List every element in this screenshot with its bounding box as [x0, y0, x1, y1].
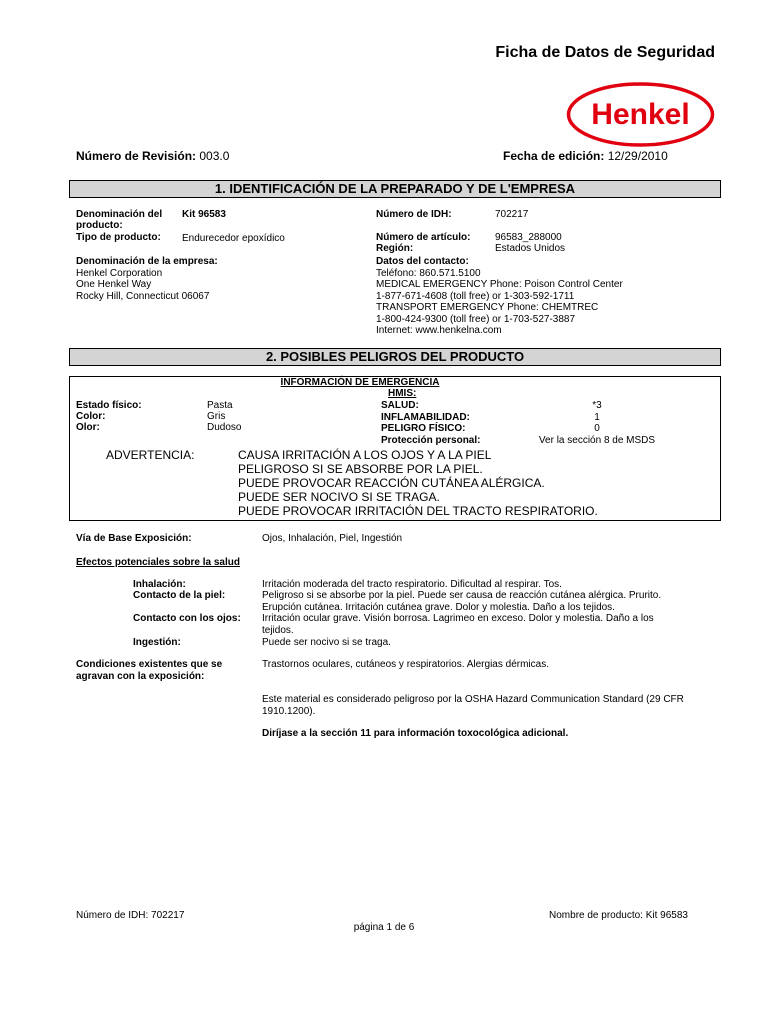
exposure-route-value: Ojos, Inhalación, Piel, Ingestión — [262, 533, 403, 544]
eye-contact-label: Contacto con los ojos: — [133, 613, 241, 624]
health-value: *3 — [592, 400, 602, 411]
article-label: Número de artículo: — [376, 232, 471, 243]
exposure-route-label: Vía de Base Exposición: — [76, 533, 192, 544]
revision-value: 003.0 — [199, 149, 230, 163]
color-label: Color: — [76, 411, 106, 422]
logo-text: Henkel — [591, 98, 690, 131]
region-label: Región: — [376, 243, 414, 254]
product-type-label: Tipo de producto: — [76, 232, 161, 243]
contact-line: 1-877-671-4608 (toll free) or 1-303-592-1711 — [376, 290, 575, 302]
health-effects-title: Efectos potenciales sobre la salud — [76, 557, 240, 568]
skin-contact-value — [262, 590, 661, 613]
product-name: Kit 96583 — [182, 209, 226, 220]
eye-contact-value — [262, 613, 654, 636]
contact-block — [376, 256, 623, 337]
edition-label: Fecha de edición: — [503, 149, 605, 163]
hmis-title: HMIS: — [388, 388, 417, 399]
see-section-11: Diríjase a la sección 11 para información toxocológica adicional. — [262, 728, 569, 739]
health-label: SALUD: — [381, 400, 419, 411]
contact-line: MEDICAL EMERGENCY Phone: Poison Control Center — [376, 279, 623, 290]
aggravated-conditions-value: Trastornos oculares, cutáneos y respiratorios. Alergias dérmicas. — [262, 659, 549, 670]
contact-line: Teléfono: 860.571.5100 — [376, 267, 481, 279]
odor-label: Olor: — [76, 422, 100, 433]
product-name-label — [76, 209, 162, 231]
physical-labels — [76, 400, 142, 433]
ingestion-label: Ingestión: — [133, 637, 181, 648]
physical-values — [207, 400, 241, 433]
color-value: Gris — [207, 411, 226, 422]
osha-statement — [262, 694, 684, 717]
osha-line: Este material es considerado peligroso por la OSHA Hazard Communication Standard (29 CFR — [262, 694, 684, 705]
aggravated-conditions-label — [76, 659, 222, 682]
edition-date — [503, 149, 668, 163]
hmis-labels — [381, 400, 480, 446]
warning-line: CAUSA IRRITACIÓN A LOS OJOS Y A LA PIEL — [238, 448, 492, 462]
contact-line: Internet: www.henkelna.com — [376, 325, 502, 336]
revision-number — [76, 149, 229, 163]
company-block — [76, 256, 218, 302]
skin-contact-line: Peligroso si se absorbe por la piel. Puede ser causa de reacción cutánea alérgica. Prurito. — [262, 590, 662, 601]
company-line: Henkel Corporation — [76, 267, 163, 279]
eye-contact-line: tejidos. — [262, 624, 294, 636]
company-label: Denominación de la empresa: — [76, 256, 218, 267]
flammability-label: INFLAMABILIDAD: — [381, 411, 470, 423]
article-value: 96583_288000 — [495, 232, 562, 243]
state-value: Pasta — [207, 400, 233, 411]
product-name-label-line: producto: — [76, 220, 123, 231]
contact-label: Datos del contacto: — [376, 256, 469, 267]
warning-line: PUEDE SER NOCIVO SI SE TRAGA. — [238, 490, 440, 504]
product-name-label-line: Denominación del — [76, 209, 163, 220]
odor-value: Dudoso — [207, 422, 242, 433]
personal-protection-label: Protección personal: — [381, 434, 481, 446]
personal-protection-value: Ver la sección 8 de MSDS — [538, 434, 656, 446]
hmis-values — [522, 400, 672, 446]
contact-line: TRANSPORT EMERGENCY Phone: CHEMTREC — [376, 302, 599, 313]
state-label: Estado físico: — [76, 400, 142, 411]
document-title: Ficha de Datos de Seguridad — [495, 44, 715, 61]
region-value: Estados Unidos — [495, 243, 566, 254]
footer-idh: Número de IDH: 702217 — [76, 910, 185, 921]
inhalation-label: Inhalación: — [133, 579, 186, 590]
physical-hazard-value: 0 — [594, 423, 600, 434]
skin-contact-label: Contacto de la piel: — [133, 590, 226, 601]
warning-statements — [238, 448, 598, 518]
physical-hazard-label: PELIGRO FÍSICO: — [381, 423, 466, 434]
warning-line: PUEDE PROVOCAR IRRITACIÓN DEL TRACTO RESPIRATORIO. — [238, 504, 598, 518]
edition-value: 12/29/2010 — [607, 149, 668, 163]
section-2-heading: 2. POSIBLES PELIGROS DEL PRODUCTO — [69, 348, 721, 366]
product-type: Endurecedor epoxídico — [182, 233, 285, 244]
company-line: Rocky Hill, Connecticut 06067 — [76, 290, 210, 302]
revision-label: Número de Revisión: — [76, 149, 197, 163]
idh-label: Número de IDH: — [376, 209, 452, 220]
company-line: One Henkel Way — [76, 279, 152, 290]
eye-contact-line: Irritación ocular grave. Visión borrosa. Lagrimeo en exceso. Dolor y molestia. Daño a los — [262, 613, 654, 624]
contact-line: 1-800-424-9300 (toll free) or 1-703-527-3887 — [376, 313, 576, 325]
aggravated-label-line: Condiciones existentes que se — [76, 659, 223, 670]
warning-line: PUEDE PROVOCAR REACCIÓN CUTÁNEA ALÉRGICA. — [238, 476, 545, 490]
warning-line: PELIGROSO SI SE ABSORBE POR LA PIEL. — [238, 462, 483, 476]
ingestion-value: Puede ser nocivo si se traga. — [262, 637, 391, 648]
footer-product: Nombre de producto: Kit 96583 — [549, 910, 688, 921]
osha-line: 1910.1200). — [262, 705, 316, 717]
henkel-logo — [566, 82, 715, 147]
warning-label: ADVERTENCIA: — [106, 448, 195, 462]
skin-contact-line: Erupción cutánea. Irritación cutánea grave. Dolor y molestia. Daño a los tejidos. — [262, 601, 615, 613]
idh-value: 702217 — [495, 209, 529, 220]
flammability-value: 1 — [594, 411, 600, 423]
section-1-heading: 1. IDENTIFICACIÓN DE LA PREPARADO Y DE L'EMPRESA — [69, 180, 721, 198]
aggravated-label-line: agravan con la exposición: — [76, 670, 205, 682]
emergency-title: INFORMACIÓN DE EMERGENCIA — [280, 377, 440, 388]
page-number: página 1 de 6 — [353, 922, 415, 933]
inhalation-value: Irritación moderada del tracto respiratorio. Dificultad al respirar. Tos. — [262, 579, 562, 590]
